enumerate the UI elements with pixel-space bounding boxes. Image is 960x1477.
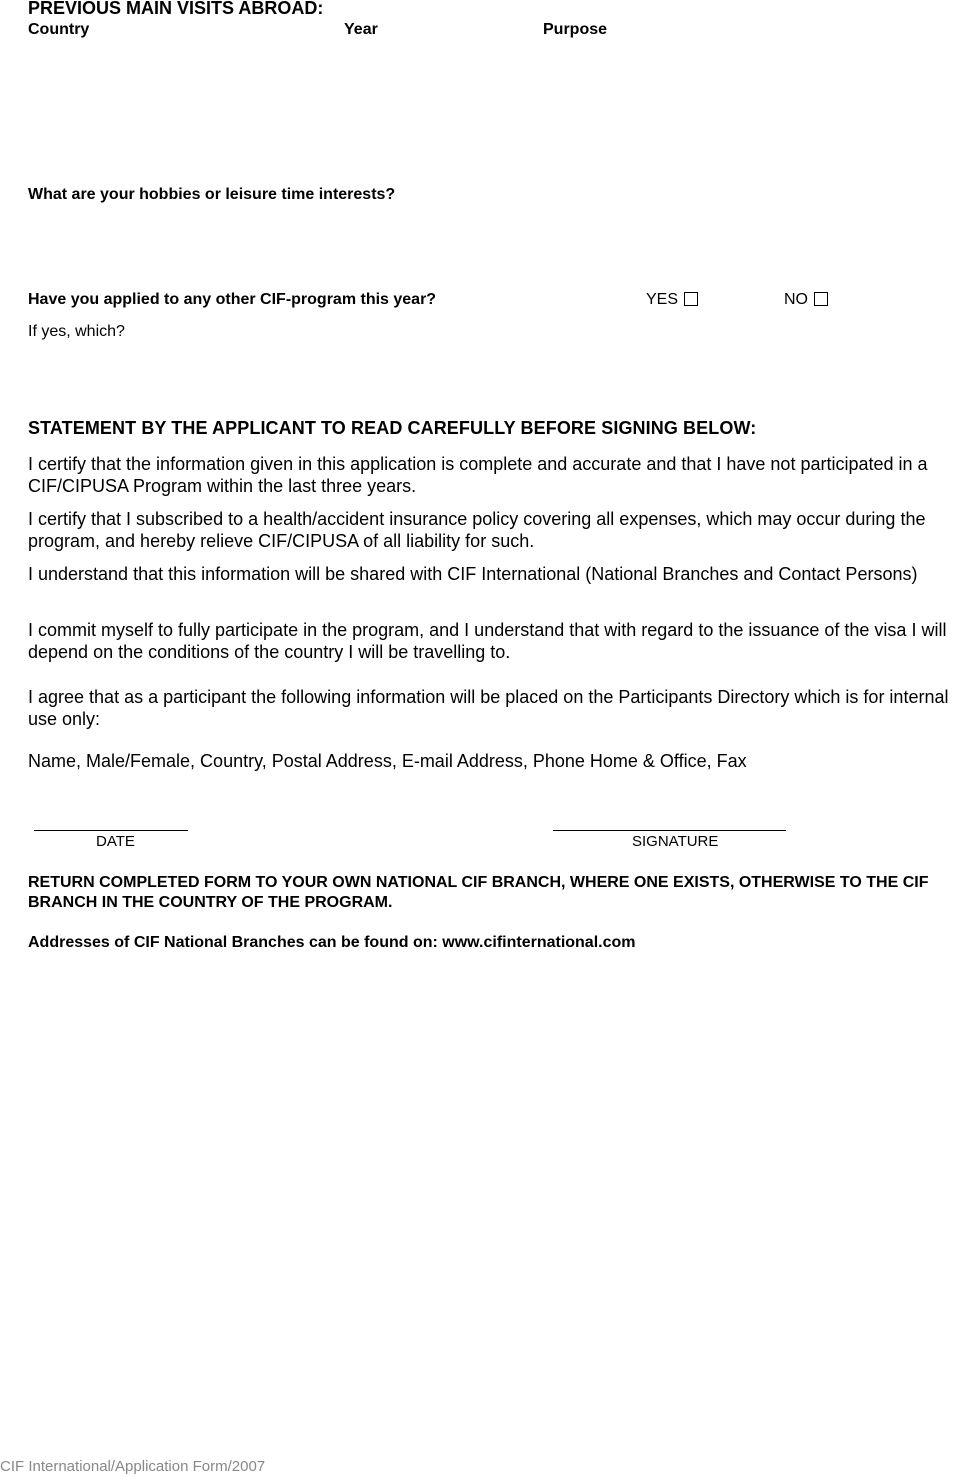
- return-note: RETURN COMPLETED FORM TO YOUR OWN NATIONAL CIF BRANCH, WHERE ONE EXISTS, OTHERWISE TO THE CIF BRANCH IN THE COUNTRY OF THE PROGRAM.: [28, 874, 929, 911]
- visits-heading: PREVIOUS MAIN VISITS ABROAD:: [28, 0, 324, 18]
- footer-text: CIF International/Application Form/2007: [0, 1458, 266, 1475]
- statement-paragraph-2: I certify that I subscribed to a health/accident insurance policy covering all expenses, which may occur during the program, and hereby relieve CIF/CIPUSA of all liability for such.: [28, 509, 926, 551]
- no-label: NO: [784, 291, 808, 308]
- no-option[interactable]: [784, 291, 828, 309]
- other-program-question: Have you applied to any other CIF-program this year?: [28, 291, 437, 308]
- yes-label: YES: [646, 291, 679, 308]
- other-program-followup: If yes, which?: [28, 323, 125, 340]
- statement-paragraph-4: I commit myself to fully participate in the program, and I understand that with regard to the issuance of the visa I will depend on the conditions of the country I will be travelling to.: [28, 620, 947, 662]
- statement-paragraph-3: I understand that this information will be shared with CIF International (National Branches and Contact Persons): [28, 564, 918, 584]
- yes-option[interactable]: [646, 291, 698, 309]
- no-checkbox[interactable]: [814, 292, 828, 306]
- hobbies-question: What are your hobbies or leisure time interests?: [28, 186, 396, 203]
- col-year: Year: [344, 21, 378, 38]
- date-line[interactable]: [34, 830, 188, 831]
- col-country: Country: [28, 21, 90, 38]
- date-label: DATE: [96, 833, 135, 850]
- signature-line[interactable]: [553, 830, 786, 831]
- addresses-note: Addresses of CIF National Branches can be found on: www.cifinternational.com: [28, 934, 636, 951]
- signature-label: SIGNATURE: [632, 833, 719, 850]
- statement-heading: STATEMENT BY THE APPLICANT TO READ CAREFULLY BEFORE SIGNING BELOW:: [28, 418, 757, 438]
- col-purpose: Purpose: [543, 21, 608, 38]
- yes-checkbox[interactable]: [684, 292, 698, 306]
- directory-fields: Name, Male/Female, Country, Postal Address, E-mail Address, Phone Home & Office, Fax: [28, 751, 747, 771]
- statement-paragraph-1: I certify that the information given in this application is complete and accurate and that I have not participated in a CIF/CIPUSA Program within the last three years.: [28, 454, 928, 496]
- statement-paragraph-5: I agree that as a participant the following information will be placed on the Participants Directory which is for internal use only:: [28, 687, 949, 729]
